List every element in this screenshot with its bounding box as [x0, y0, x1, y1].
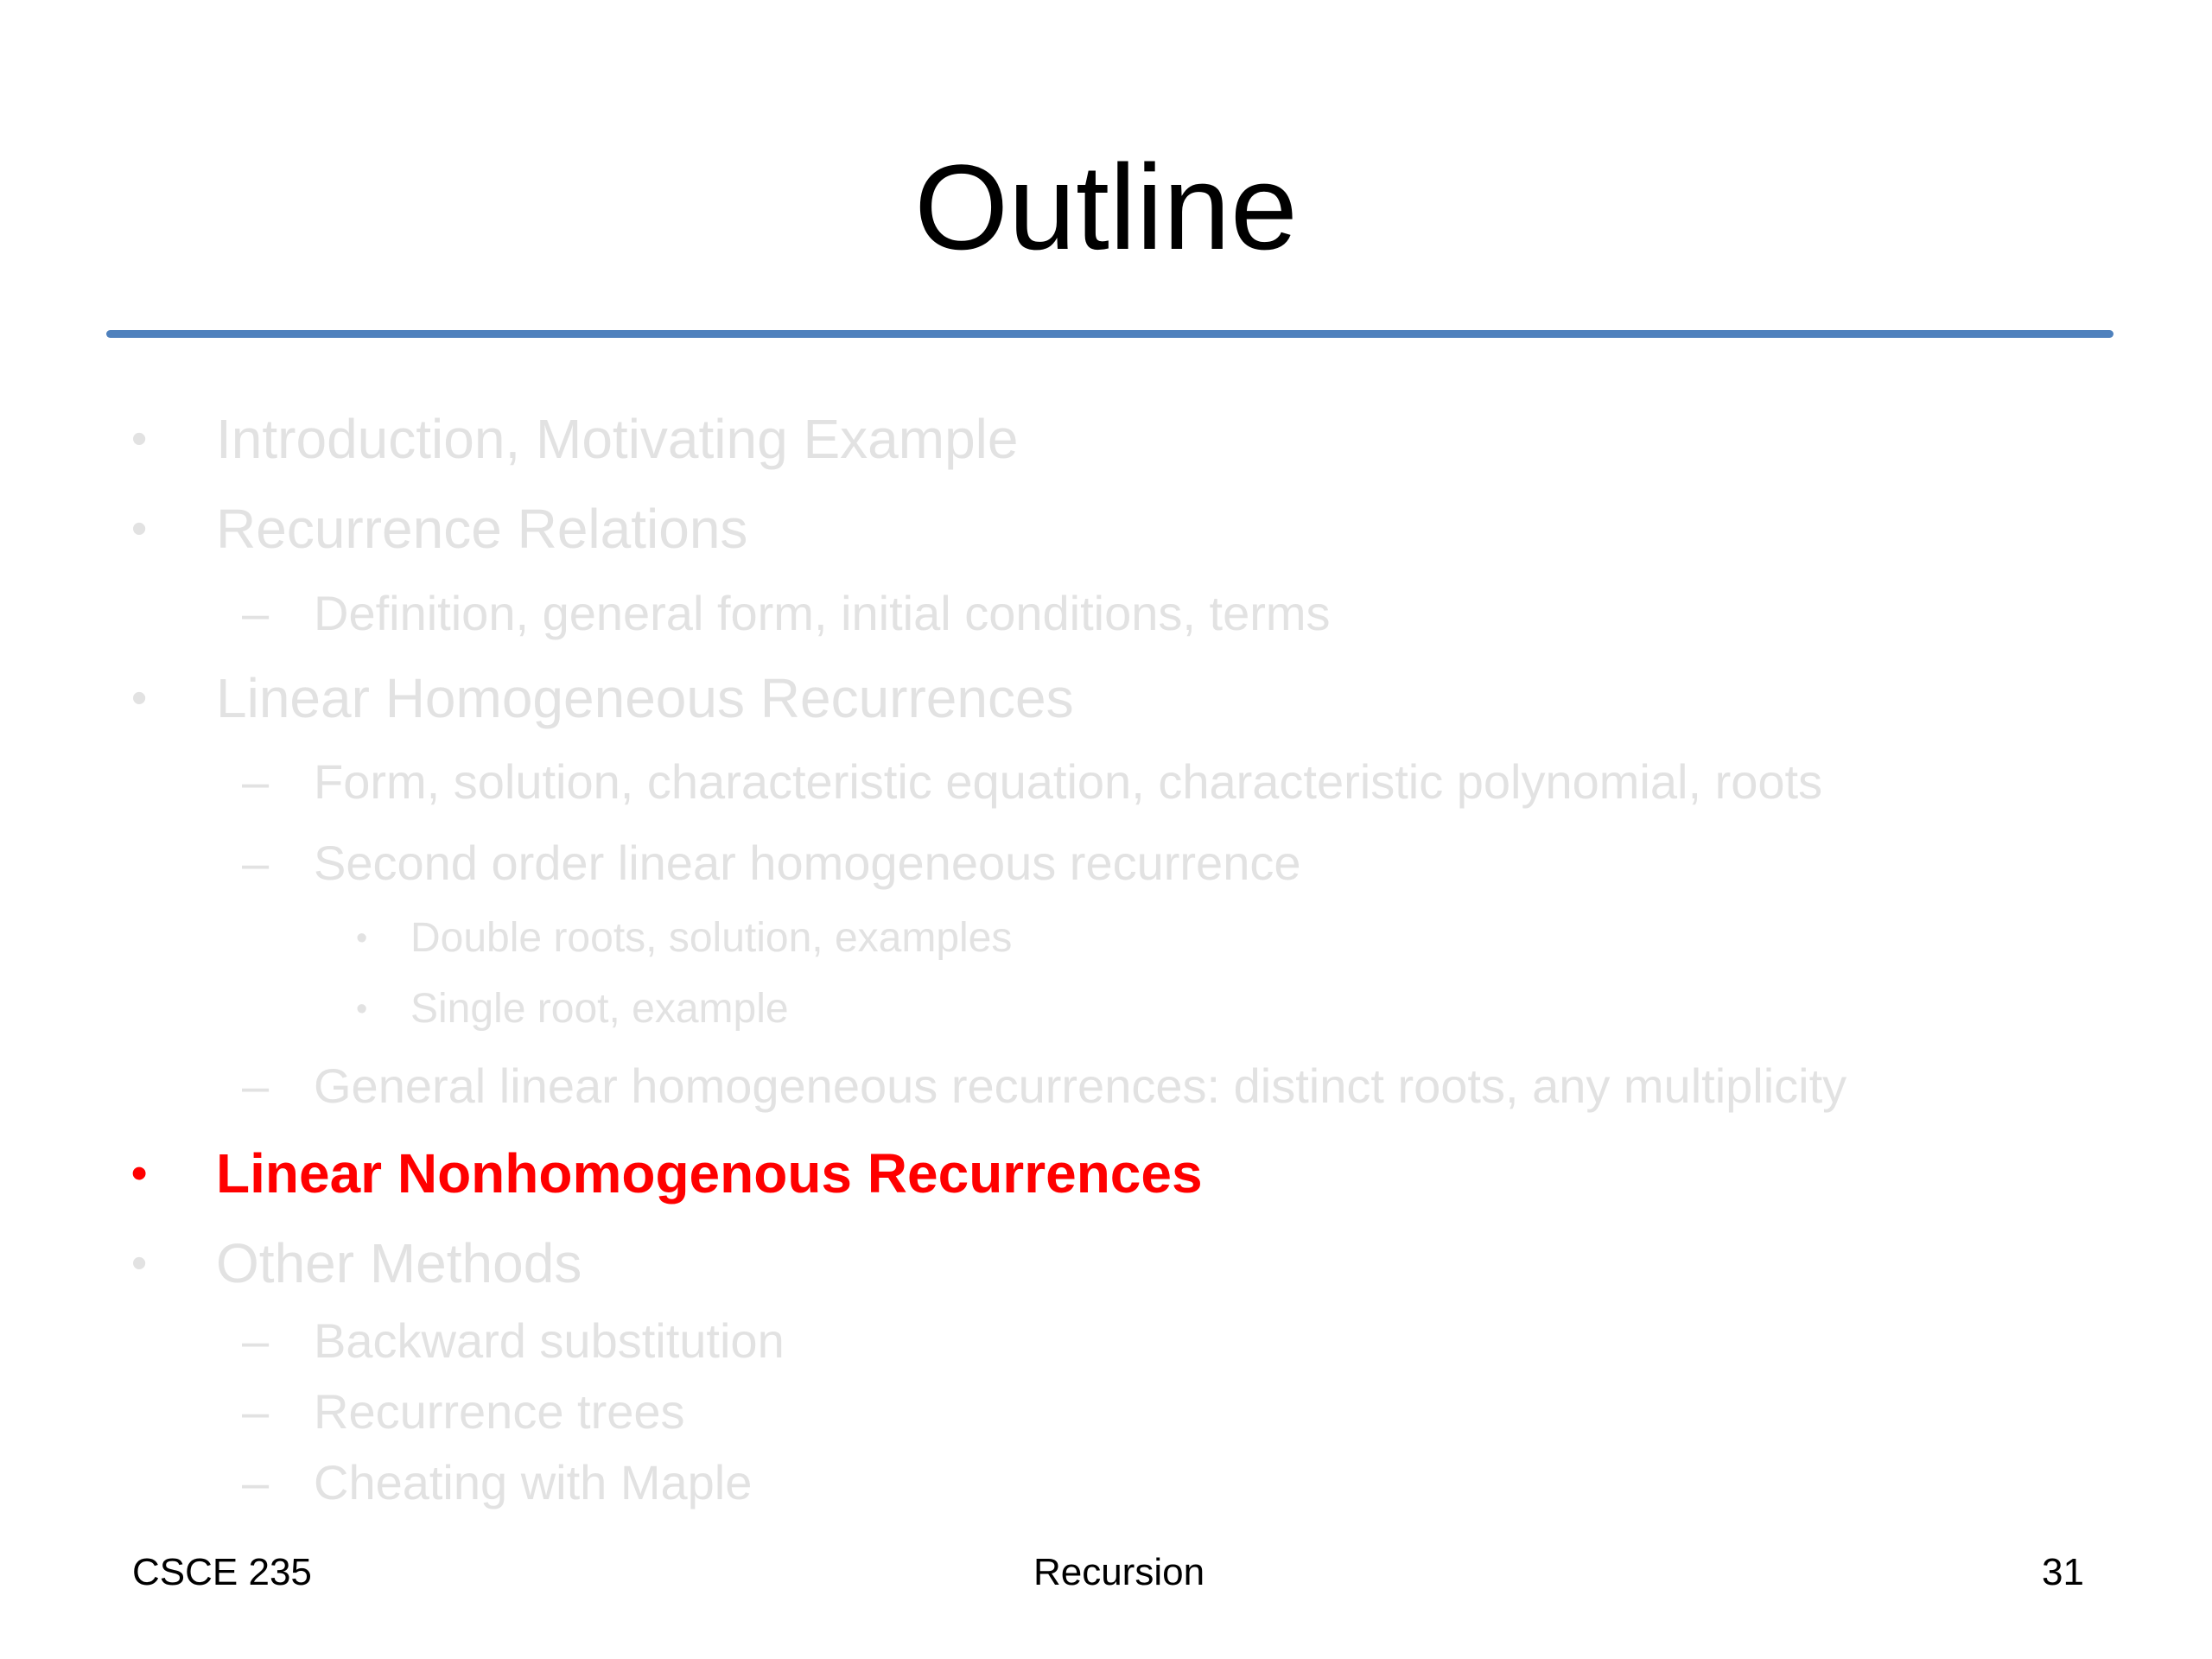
- outline-subitem-text: Backward substitution: [314, 1313, 785, 1368]
- dash-icon: –: [242, 586, 270, 640]
- dash-icon: –: [242, 1384, 270, 1439]
- bullet-icon: •: [131, 673, 148, 723]
- bullet-icon: •: [131, 1238, 148, 1288]
- footer-course: CSCE 235: [132, 1551, 312, 1593]
- footer-page-number: 31: [2042, 1551, 2084, 1593]
- outline-subitem-text: General linear homogeneous recurrences: distinct roots, any multiplicity: [314, 1058, 1847, 1113]
- dash-icon: –: [242, 1058, 270, 1113]
- dash-icon: –: [242, 836, 270, 890]
- bullet-icon: •: [356, 920, 368, 957]
- bullet-icon: •: [356, 991, 368, 1027]
- dash-icon: –: [242, 1313, 270, 1368]
- outline-subsubitem-text: Single root, example: [410, 986, 789, 1032]
- outline-subitem-text: Definition, general form, initial conditions, terms: [314, 586, 1331, 640]
- title-divider: [106, 330, 2113, 338]
- bullet-icon: •: [131, 1148, 148, 1198]
- bullet-icon: •: [131, 414, 148, 464]
- outline-item-text: Recurrence Relations: [216, 498, 748, 560]
- slide-title: Outline: [914, 139, 1298, 275]
- dash-icon: –: [242, 754, 270, 809]
- outline-item-text: Linear Nonhomogenous Recurrences: [216, 1142, 1203, 1205]
- outline-subitem-text: Second order linear homogeneous recurrence: [314, 836, 1301, 890]
- outline-item-text: Introduction, Motivating Example: [216, 408, 1019, 470]
- outline-item-text: Linear Homogeneous Recurrences: [216, 667, 1074, 729]
- dash-icon: –: [242, 1455, 270, 1510]
- bullet-icon: •: [131, 504, 148, 554]
- outline-subitem-text: Form, solution, characteristic equation, characteristic polynomial, roots: [314, 754, 1823, 809]
- outline-subitem-text: Recurrence trees: [314, 1384, 685, 1439]
- footer-topic: Recursion: [1033, 1551, 1205, 1593]
- outline-subsubitem-text: Double roots, solution, examples: [410, 915, 1013, 961]
- outline-subitem-text: Cheating with Maple: [314, 1455, 753, 1510]
- outline-item-text: Other Methods: [216, 1232, 582, 1294]
